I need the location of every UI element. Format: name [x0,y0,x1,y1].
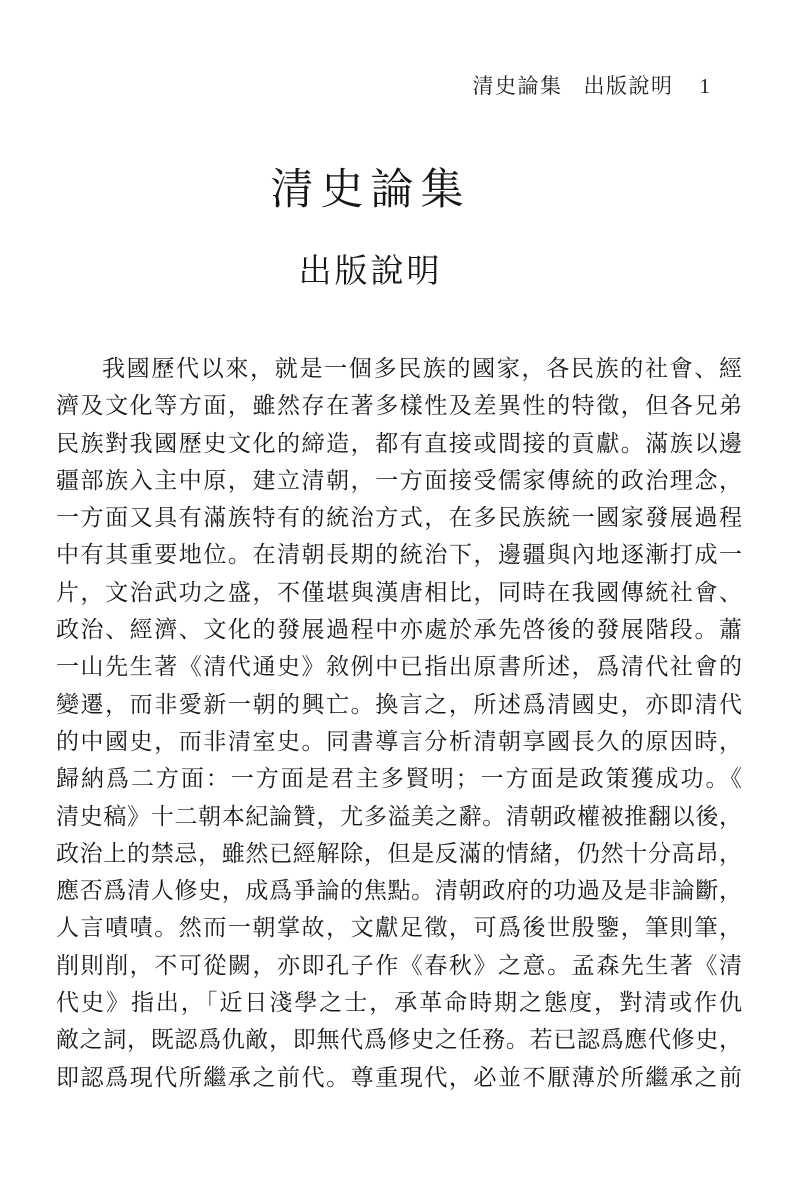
body-text-line: 疆部族入主中原，建立清朝，一方面接受儒家傳統的政治理念， [56,467,742,493]
section-title: 出版說明 [298,254,443,290]
body-text-line: 代史》指出，「近日淺學之士，承革命時期之態度，對清或作仇 [56,990,742,1016]
body-text-line: 應否爲清人修史，成爲爭論的焦點。清朝政府的功過及是非論斷， [56,878,742,904]
body-text-line: 變遷，而非愛新一朝的興亡。換言之，所述爲清國史，亦即清代 [56,691,742,717]
page-number: 1 [699,74,710,98]
body-text-line: 削則削，不可從闕，亦即孔子作《春秋》之意。孟森先生著《清 [56,952,742,978]
body-text-line: 片，文治武功之盛，不僅堪與漢唐相比，同時在我國傳統社會、 [56,579,742,605]
book-title: 清史論集 [270,167,471,214]
body-text-line: 一山先生著《清代通史》敘例中已指出原書所述，爲清代社會的 [56,654,742,680]
body-text-line: 即認爲現代所繼承之前代。尊重現代，必並不厭薄於所繼承之前 [56,1064,742,1090]
running-header-book-title: 清史論集 [472,74,563,98]
body-text-line: 歸納爲二方面：一方面是君主多賢明；一方面是政策獲成功。《 [56,766,742,792]
body-text-line: 中有其重要地位。在清朝長期的統治下，邊疆與內地逐漸打成一 [56,542,742,568]
body-text-line: 清史稿》十二朝本紀論贊，尤多溢美之辭。清朝政權被推翻以後， [56,803,742,829]
body-text-line: 民族對我國歷史文化的締造，都有直接或間接的貢獻。滿族以邊 [56,430,742,456]
body-text-line: 政治、經濟、文化的發展過程中亦處於承先啓後的發展階段。蕭 [56,617,742,643]
body-text-line: 濟及文化等方面，雖然存在著多樣性及差異性的特徵，但各兄弟 [56,393,742,419]
body-text-line: 一方面又具有滿族特有的統治方式，在多民族統一國家發展過程 [56,505,742,531]
running-header-section: 出版說明 [583,74,674,98]
body-text-block [56,350,742,1096]
body-text-line: 我國歷代以來，就是一個多民族的國家，各民族的社會、經 [102,356,742,381]
body-text-line: 政治上的禁忌，雖然已經解除，但是反滿的情緒，仍然十分高昂， [56,840,742,866]
running-header [473,70,711,100]
body-text-line: 的中國史，而非清室史。同書導言分析清朝享國長久的原因時， [56,728,742,754]
body-text-line: 人言嘖嘖。然而一朝掌故，文獻足徵，可爲後世殷鑒，筆則筆， [56,915,742,941]
body-text-line: 敵之詞，既認爲仇敵，即無代爲修史之任務。若已認爲應代修史， [56,1027,742,1053]
